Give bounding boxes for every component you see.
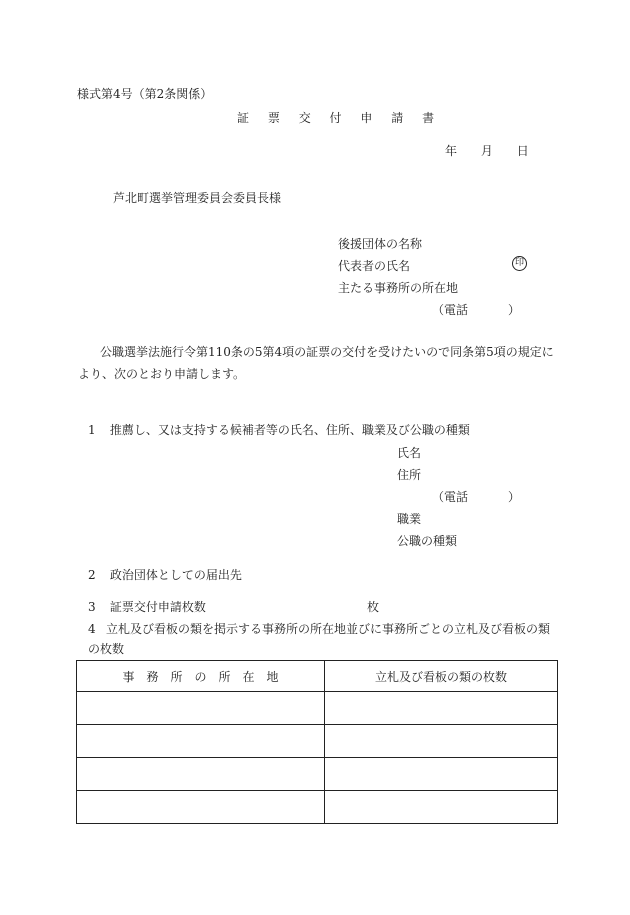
title-char: 付	[329, 111, 342, 125]
title-char: 書	[422, 111, 435, 125]
representative-label: 代表者の氏名	[338, 259, 411, 273]
signboard-count-cell[interactable]	[325, 791, 558, 824]
signboard-count-cell[interactable]	[325, 692, 558, 725]
title-char: 請	[391, 111, 404, 125]
item-text: 推薦し、又は支持する候補者等の氏名、住所、職業及び公職の種類	[109, 423, 470, 437]
item-number: 1	[88, 423, 96, 437]
candidate-address-label: 住所	[397, 468, 422, 482]
form-number: 様式第4号（第2条関係）	[77, 87, 213, 101]
office-address-label: 主たる事務所の所在地	[338, 281, 459, 295]
title-char: 証	[237, 111, 250, 125]
application-statement: 公職選挙法施行令第110条の5第4項の証票の交付を受けたいので同条第5項の規定により、次のとおり申請します。	[78, 345, 554, 381]
date-month: 月	[480, 144, 493, 158]
item-4	[88, 619, 558, 659]
item-number: 4	[88, 622, 96, 636]
table-header-row	[77, 661, 558, 692]
item-number: 3	[88, 600, 96, 614]
title-char: 交	[298, 111, 311, 125]
addressee: 芦北町選挙管理委員会委員長様	[113, 191, 282, 205]
candidate-occupation-label: 職業	[397, 512, 422, 526]
header-office-address: 事 務 所 の 所 在 地	[77, 661, 325, 692]
table-row	[77, 791, 558, 824]
item-1	[88, 421, 470, 438]
item-number: 2	[88, 568, 96, 582]
office-signboard-table	[76, 660, 558, 824]
document-title	[237, 109, 449, 126]
table-row	[77, 692, 558, 725]
group-name-label: 後援団体の名称	[338, 237, 423, 251]
office-address-cell[interactable]	[77, 692, 325, 725]
header-signboard-count: 立札及び看板の類の枚数	[325, 661, 558, 692]
candidate-phone-open: （電話	[432, 490, 469, 504]
date-day: 日	[516, 144, 529, 158]
office-address-cell[interactable]	[77, 725, 325, 758]
office-address-cell[interactable]	[77, 791, 325, 824]
title-char: 申	[360, 111, 373, 125]
item-text: 証票交付申請枚数	[109, 600, 206, 614]
seal-mark: 印	[512, 256, 527, 271]
table-row	[77, 758, 558, 791]
item-3	[88, 598, 206, 615]
office-address-cell[interactable]	[77, 758, 325, 791]
item-2	[88, 566, 242, 583]
applicant-phone-open: （電話	[432, 303, 469, 317]
candidate-office-type-label: 公職の種類	[397, 534, 458, 548]
item-text: 立札及び看板の類を掲示する事務所の所在地並びに事務所ごとの立札及び看板の類の枚数	[88, 622, 551, 656]
table-row	[77, 725, 558, 758]
date-line	[445, 142, 549, 159]
candidate-name-label: 氏名	[397, 446, 422, 460]
item-text: 政治団体としての届出先	[109, 568, 242, 582]
candidate-phone-close: ）	[508, 490, 521, 504]
signboard-count-cell[interactable]	[325, 725, 558, 758]
date-year: 年	[445, 144, 458, 158]
count-unit: 枚	[367, 600, 380, 614]
signboard-count-cell[interactable]	[325, 758, 558, 791]
title-char: 票	[267, 111, 280, 125]
applicant-phone-close: ）	[508, 303, 521, 317]
